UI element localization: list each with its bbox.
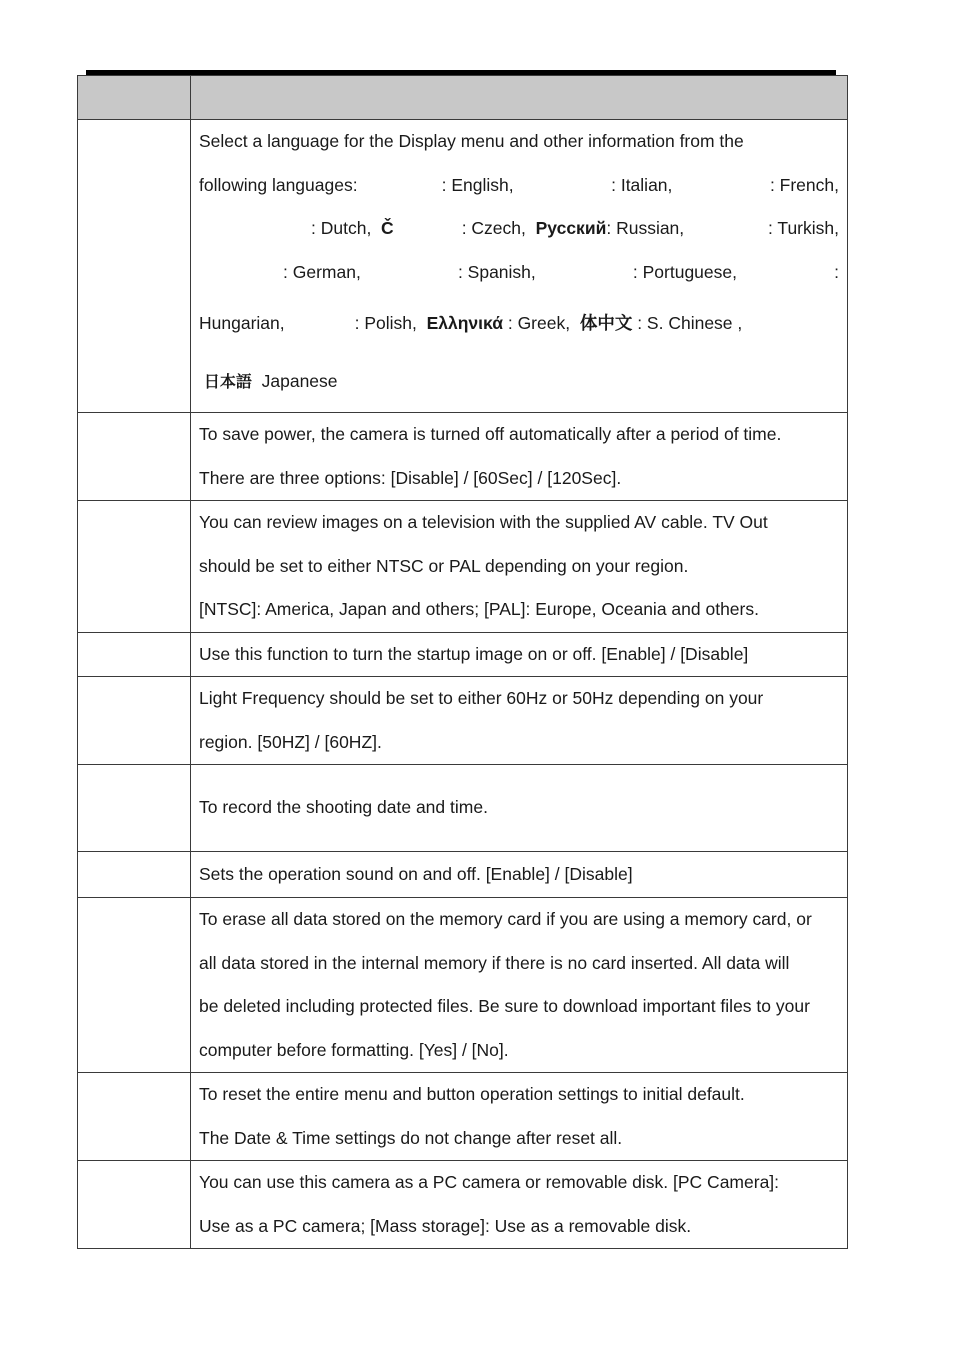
settings-table (77, 75, 848, 1249)
row-description-cell: Use this function to turn the startup image on or off. [Enable] / [Disable] (191, 632, 848, 677)
table-row-power-off (78, 413, 848, 501)
table-row-reset-all (78, 1073, 848, 1161)
row-label-cell (78, 1073, 191, 1161)
header-cell-description (191, 76, 848, 120)
language-line-3: : Dutch, Č : Czech, Русский: Russian, : Turkish, (311, 218, 839, 238)
row-label-cell (78, 765, 191, 852)
language-intro-line: Select a language for the Display menu and other information from the (199, 131, 744, 151)
row-label-cell (78, 632, 191, 677)
row-label-cell (78, 120, 191, 413)
table-row-startup-image (78, 632, 848, 677)
table-header-row (78, 76, 848, 120)
table-row-tv-out (78, 501, 848, 633)
row-description-cell: To record the shooting date and time. (191, 765, 848, 852)
row-description-cell: To save power, the camera is turned off automatically after a period of time. There are three options: [Disable] / [60Sec] / [120Sec]. (191, 413, 848, 501)
row-description-cell: Light Frequency should be set to either 60Hz or 50Hz depending on your region. [50HZ] / [60HZ]. (191, 677, 848, 765)
language-line-6: 日本語 Japanese (203, 371, 338, 391)
language-line-5: Hungarian, : Polish, Ελληνικά : Greek, 体中文 : S. Chinese , (199, 313, 743, 333)
row-label-cell (78, 898, 191, 1073)
table-row-light-frequency (78, 677, 848, 765)
table-row-format (78, 898, 848, 1073)
row-description-cell: To erase all data stored on the memory card if you are using a memory card, or all data stored in the internal memory if there is no card inserted. All data will be deleted including protected files. Be sure to download important files to your computer before formatting. [Yes] / [No]. (191, 898, 848, 1073)
table-row-sound (78, 852, 848, 898)
language-line-2: following languages: : English, : Italian, : French, (199, 174, 839, 195)
language-line-4: : German, : Spanish, : Portuguese, : (283, 261, 839, 282)
row-label-cell (78, 852, 191, 898)
header-cell-item (78, 76, 191, 120)
table-row-language (78, 120, 848, 413)
row-label-cell (78, 677, 191, 765)
row-label-cell (78, 413, 191, 501)
row-description-cell: Sets the operation sound on and off. [Enable] / [Disable] (191, 852, 848, 898)
row-label-cell (78, 501, 191, 633)
row-description-cell: To reset the entire menu and button operation settings to initial default. The Date & Time settings do not change after reset all. (191, 1073, 848, 1161)
row-label-cell (78, 1161, 191, 1249)
table-row-usb (78, 1161, 848, 1249)
row-description-cell: You can review images on a television with the supplied AV cable. TV Out should be set to either NTSC or PAL depending on your region. [NTSC]: America, Japan and others; [PAL]: Europe, Oceania and others. (191, 501, 848, 633)
row-description-cell: You can use this camera as a PC camera or removable disk. [PC Camera]: Use as a PC camera; [Mass storage]: Use as a removable disk. (191, 1161, 848, 1249)
row-description-cell (191, 120, 848, 413)
table-row-date-time (78, 765, 848, 852)
